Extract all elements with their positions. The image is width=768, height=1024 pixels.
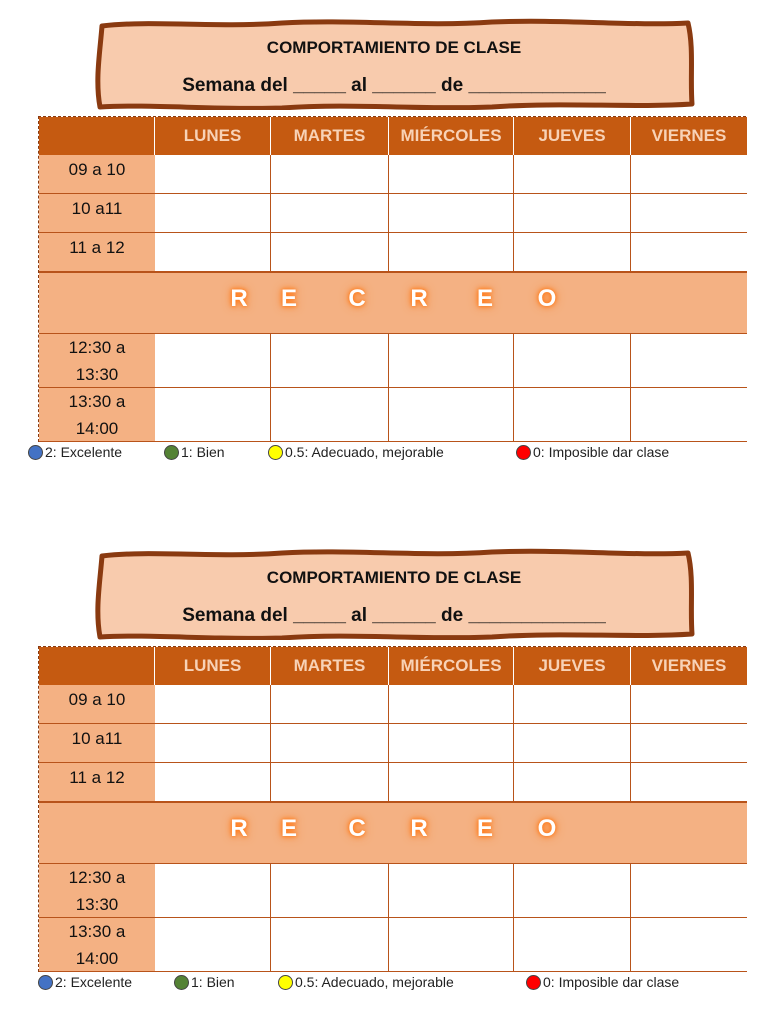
legend-label: 0.5: Adecuado, mejorable: [295, 974, 454, 990]
banner-text: [92, 18, 696, 110]
schedule-table: [38, 646, 746, 972]
schedule-cell[interactable]: [631, 724, 747, 763]
time-slot-label: [39, 388, 155, 442]
rating-dot-icon: [38, 975, 53, 990]
schedule-cell[interactable]: [271, 334, 389, 388]
recess-letter: E: [476, 815, 494, 842]
time-slot-label: 10 a11: [39, 724, 155, 763]
schedule-cell[interactable]: [155, 918, 271, 972]
rating-dot-icon: [28, 445, 43, 460]
schedule-cell[interactable]: [631, 334, 747, 388]
schedule-cell[interactable]: [155, 724, 271, 763]
schedule-cell[interactable]: [514, 194, 631, 233]
time-slot-start: 12:30 a: [68, 338, 126, 357]
time-slot-label: [39, 334, 155, 388]
behavior-sheet: [0, 542, 768, 1022]
schedule-cell[interactable]: [155, 388, 271, 442]
legend-item: [516, 444, 669, 460]
schedule-cell[interactable]: [155, 334, 271, 388]
schedule-cell[interactable]: [514, 685, 631, 724]
schedule-cell[interactable]: [631, 763, 747, 802]
recess-letter: R: [230, 285, 248, 312]
time-slot-label: 11 a 12: [39, 233, 155, 272]
day-header: LUNES: [155, 117, 271, 155]
schedule-cell[interactable]: [271, 155, 389, 194]
legend-label: 0: Imposible dar clase: [543, 974, 680, 990]
schedule-cell[interactable]: [271, 918, 389, 972]
schedule-cell[interactable]: [514, 864, 631, 918]
schedule-cell[interactable]: [155, 763, 271, 802]
day-header: JUEVES: [514, 117, 631, 155]
schedule-cell[interactable]: [155, 155, 271, 194]
recess-letter: E: [280, 285, 298, 312]
recess-letter: C: [348, 815, 366, 842]
schedule-cell[interactable]: [631, 388, 747, 442]
legend-label: 2: Excelente: [45, 444, 123, 460]
recess-letter: O: [537, 815, 557, 842]
schedule-cell[interactable]: [155, 233, 271, 272]
legend-item: [526, 974, 679, 990]
week-line[interactable]: Semana del _____ al ______ de _____________: [182, 75, 606, 96]
schedule-cell[interactable]: [271, 194, 389, 233]
recess-letter: C: [348, 285, 366, 312]
time-slot-start: 13:30 a: [68, 922, 126, 941]
schedule-cell[interactable]: [514, 155, 631, 194]
schedule-cell[interactable]: [514, 233, 631, 272]
behavior-sheet: [0, 12, 768, 492]
time-slot-label: [39, 918, 155, 972]
rating-dot-icon: [526, 975, 541, 990]
day-header: MIÉRCOLES: [389, 117, 514, 155]
legend-item: [164, 444, 225, 460]
schedule-cell[interactable]: [271, 724, 389, 763]
time-slot-label: 10 a11: [39, 194, 155, 233]
time-slot-end: 13:30: [75, 365, 119, 384]
recess-letter: R: [230, 815, 248, 842]
legend-label: 0: Imposible dar clase: [533, 444, 670, 460]
schedule-cell[interactable]: [271, 864, 389, 918]
legend-label: 1: Bien: [181, 444, 225, 460]
schedule-cell[interactable]: [514, 388, 631, 442]
day-header: MARTES: [271, 647, 389, 685]
sheet-title: COMPORTAMIENTO DE CLASE: [266, 38, 522, 57]
rating-dot-icon: [174, 975, 189, 990]
header-corner: [39, 117, 155, 155]
sheet-title: COMPORTAMIENTO DE CLASE: [266, 568, 522, 587]
legend-label: 1: Bien: [191, 974, 235, 990]
title-banner: [92, 548, 696, 640]
day-header: MIÉRCOLES: [389, 647, 514, 685]
schedule-cell[interactable]: [155, 685, 271, 724]
recess-letter: R: [410, 815, 428, 842]
schedule-cell[interactable]: [389, 918, 514, 972]
legend-item: [38, 974, 132, 990]
schedule-cell[interactable]: [631, 233, 747, 272]
schedule-cell[interactable]: [631, 194, 747, 233]
week-line[interactable]: Semana del _____ al ______ de _____________: [182, 605, 606, 626]
time-slot-end: 13:30: [75, 895, 119, 914]
recess-letter: E: [280, 815, 298, 842]
rating-dot-icon: [268, 445, 283, 460]
rating-dot-icon: [516, 445, 531, 460]
schedule-cell[interactable]: [631, 685, 747, 724]
schedule-table: [38, 116, 746, 442]
banner-text: [92, 548, 696, 640]
rating-dot-icon: [278, 975, 293, 990]
day-header: JUEVES: [514, 647, 631, 685]
recess-row: [39, 802, 747, 864]
legend-item: [174, 974, 235, 990]
title-banner: [92, 18, 696, 110]
schedule-cell[interactable]: [631, 918, 747, 972]
rating-dot-icon: [164, 445, 179, 460]
time-slot-end: 14:00: [75, 949, 119, 968]
recess-letter: R: [410, 285, 428, 312]
legend-item: [278, 974, 454, 990]
schedule-cell[interactable]: [271, 763, 389, 802]
legend-item: [268, 444, 444, 460]
rating-legend: [0, 974, 768, 996]
time-slot-label: 11 a 12: [39, 763, 155, 802]
day-header: MARTES: [271, 117, 389, 155]
schedule-cell[interactable]: [389, 685, 514, 724]
time-slot-start: 13:30 a: [68, 392, 126, 411]
legend-label: 2: Excelente: [55, 974, 133, 990]
schedule-cell[interactable]: [631, 864, 747, 918]
day-header: LUNES: [155, 647, 271, 685]
time-slot-end: 14:00: [75, 419, 119, 438]
day-header: VIERNES: [631, 117, 747, 155]
recess-letter: O: [537, 285, 557, 312]
schedule-cell[interactable]: [389, 194, 514, 233]
schedule-cell[interactable]: [389, 233, 514, 272]
time-slot-label: 09 a 10: [39, 685, 155, 724]
schedule-cell[interactable]: [389, 864, 514, 918]
schedule-cell[interactable]: [155, 864, 271, 918]
schedule-cell[interactable]: [389, 763, 514, 802]
recess-letter: E: [476, 285, 494, 312]
legend-item: [28, 444, 122, 460]
schedule-cell[interactable]: [389, 724, 514, 763]
schedule-cell[interactable]: [631, 155, 747, 194]
time-slot-label: 09 a 10: [39, 155, 155, 194]
schedule-cell[interactable]: [389, 388, 514, 442]
time-slot-label: [39, 864, 155, 918]
day-header: VIERNES: [631, 647, 747, 685]
schedule-cell[interactable]: [514, 918, 631, 972]
schedule-cell[interactable]: [271, 685, 389, 724]
schedule-cell[interactable]: [389, 155, 514, 194]
recess-row: [39, 272, 747, 334]
schedule-cell[interactable]: [271, 233, 389, 272]
legend-label: 0.5: Adecuado, mejorable: [285, 444, 444, 460]
schedule-cell[interactable]: [514, 763, 631, 802]
time-slot-start: 12:30 a: [68, 868, 126, 887]
rating-legend: [0, 444, 768, 466]
schedule-cell[interactable]: [389, 334, 514, 388]
schedule-cell[interactable]: [514, 334, 631, 388]
schedule-cell[interactable]: [271, 388, 389, 442]
schedule-cell[interactable]: [155, 194, 271, 233]
header-corner: [39, 647, 155, 685]
schedule-cell[interactable]: [514, 724, 631, 763]
